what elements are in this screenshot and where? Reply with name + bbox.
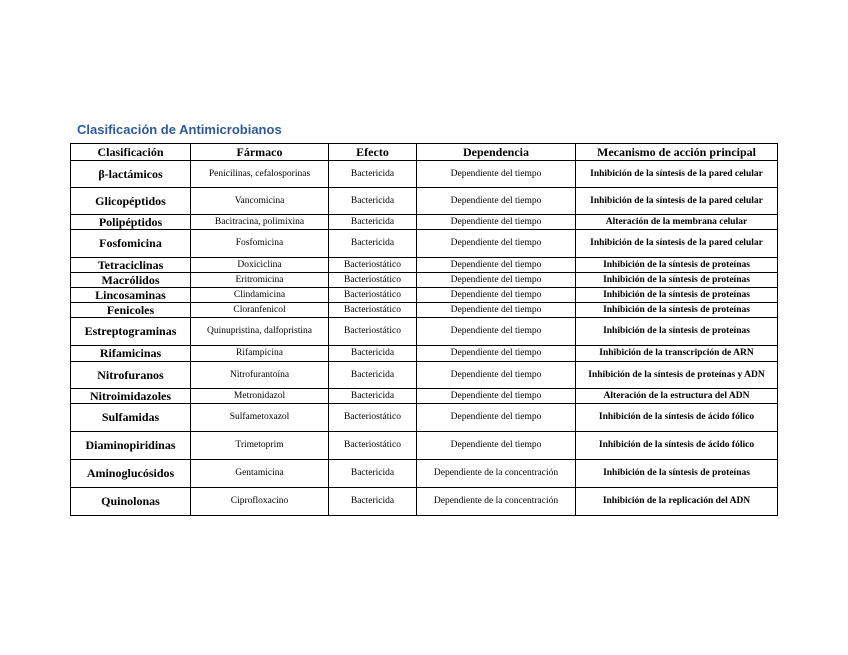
cell-clasificacion: Macrólidos [71,273,191,288]
cell-efecto: Bactericida [329,346,417,362]
cell-dependencia: Dependiente del tiempo [417,288,576,303]
table-row [71,488,778,516]
cell-clasificacion: Estreptograminas [71,318,191,346]
header-efecto: Efecto [329,144,417,161]
cell-clasificacion: Fosfomicina [71,230,191,258]
cell-farmaco: Clindamicina [191,288,329,303]
header-dependencia: Dependencia [417,144,576,161]
cell-mecanismo: Inhibición de la síntesis de proteínas [576,258,778,273]
cell-efecto: Bactericida [329,161,417,188]
cell-farmaco: Bacitracina, polimixina [191,215,329,230]
cell-dependencia: Dependiente del tiempo [417,318,576,346]
cell-clasificacion: Nitroimidazoles [71,389,191,404]
header-clasificacion: Clasificación [71,144,191,161]
cell-efecto: Bactericida [329,230,417,258]
cell-clasificacion: Nitrofuranos [71,362,191,389]
cell-dependencia: Dependiente de la concentración [417,460,576,488]
table-header-row [71,144,778,161]
cell-mecanismo: Inhibición de la síntesis de la pared celular [576,161,778,188]
table-row [71,389,778,404]
cell-efecto: Bactericida [329,460,417,488]
cell-dependencia: Dependiente del tiempo [417,346,576,362]
cell-mecanismo: Inhibición de la síntesis de la pared celular [576,188,778,215]
cell-dependencia: Dependiente del tiempo [417,215,576,230]
cell-mecanismo: Inhibición de la síntesis de ácido fólico [576,404,778,432]
cell-dependencia: Dependiente del tiempo [417,404,576,432]
table-row [71,362,778,389]
cell-efecto: Bacteriostático [329,432,417,460]
cell-clasificacion: Diaminopiridinas [71,432,191,460]
cell-farmaco: Sulfametoxazol [191,404,329,432]
cell-mecanismo: Alteración de la estructura del ADN [576,389,778,404]
cell-farmaco: Metronidazol [191,389,329,404]
cell-dependencia: Dependiente del tiempo [417,432,576,460]
cell-clasificacion: Lincosaminas [71,288,191,303]
cell-clasificacion: Glicopéptidos [71,188,191,215]
table-row [71,288,778,303]
cell-dependencia: Dependiente del tiempo [417,389,576,404]
cell-clasificacion: Quinolonas [71,488,191,516]
cell-mecanismo: Inhibición de la síntesis de ácido fólico [576,432,778,460]
table-row [71,230,778,258]
cell-mecanismo: Inhibición de la síntesis de proteínas [576,318,778,346]
header-mecanismo: Mecanismo de acción principal [576,144,778,161]
cell-efecto: Bacteriostático [329,303,417,318]
cell-farmaco: Eritromicina [191,273,329,288]
cell-farmaco: Trimetoprim [191,432,329,460]
cell-mecanismo: Inhibición de la transcripción de ARN [576,346,778,362]
cell-mecanismo: Inhibición de la síntesis de la pared celular [576,230,778,258]
table-row [71,432,778,460]
table-row [71,318,778,346]
cell-clasificacion: β-lactámicos [71,161,191,188]
cell-efecto: Bacteriostático [329,273,417,288]
table-row [71,303,778,318]
cell-mecanismo: Inhibición de la síntesis de proteínas y ADN [576,362,778,389]
cell-efecto: Bacteriostático [329,288,417,303]
cell-efecto: Bactericida [329,362,417,389]
cell-dependencia: Dependiente del tiempo [417,273,576,288]
cell-dependencia: Dependiente del tiempo [417,230,576,258]
cell-mecanismo: Inhibición de la síntesis de proteínas [576,288,778,303]
cell-farmaco: Rifampicina [191,346,329,362]
table-row [71,460,778,488]
cell-clasificacion: Aminoglucósidos [71,460,191,488]
cell-farmaco: Gentamicina [191,460,329,488]
cell-clasificacion: Polipéptidos [71,215,191,230]
cell-farmaco: Quinupristina, dalfopristina [191,318,329,346]
cell-mecanismo: Inhibición de la síntesis de proteínas [576,303,778,318]
cell-efecto: Bacteriostático [329,258,417,273]
cell-clasificacion: Rifamicinas [71,346,191,362]
table-row [71,258,778,273]
cell-dependencia: Dependiente del tiempo [417,188,576,215]
cell-dependencia: Dependiente de la concentración [417,488,576,516]
cell-farmaco: Fosfomicina [191,230,329,258]
cell-mecanismo: Alteración de la membrana celular [576,215,778,230]
cell-clasificacion: Sulfamidas [71,404,191,432]
cell-dependencia: Dependiente del tiempo [417,161,576,188]
cell-efecto: Bactericida [329,488,417,516]
cell-farmaco: Vancomicina [191,188,329,215]
cell-dependencia: Dependiente del tiempo [417,258,576,273]
antimicrobial-table [70,143,778,516]
table-row [71,188,778,215]
header-farmaco: Fármaco [191,144,329,161]
table-row [71,215,778,230]
cell-clasificacion: Tetraciclinas [71,258,191,273]
cell-farmaco: Ciprofloxacino [191,488,329,516]
table-row [71,346,778,362]
document-title: Clasificación de Antimicrobianos [77,122,282,137]
cell-dependencia: Dependiente del tiempo [417,303,576,318]
cell-dependencia: Dependiente del tiempo [417,362,576,389]
table-row [71,404,778,432]
cell-farmaco: Cloranfenicol [191,303,329,318]
table-row [71,273,778,288]
cell-efecto: Bactericida [329,389,417,404]
cell-farmaco: Doxiciclina [191,258,329,273]
table-row [71,161,778,188]
cell-mecanismo: Inhibición de la síntesis de proteínas [576,273,778,288]
cell-mecanismo: Inhibición de la replicación del ADN [576,488,778,516]
cell-efecto: Bactericida [329,215,417,230]
cell-efecto: Bactericida [329,188,417,215]
cell-mecanismo: Inhibición de la síntesis de proteínas [576,460,778,488]
cell-farmaco: Penicilinas, cefalosporinas [191,161,329,188]
cell-efecto: Bacteriostático [329,318,417,346]
cell-clasificacion: Fenicoles [71,303,191,318]
cell-farmaco: Nitrofurantoína [191,362,329,389]
cell-efecto: Bacteriostático [329,404,417,432]
